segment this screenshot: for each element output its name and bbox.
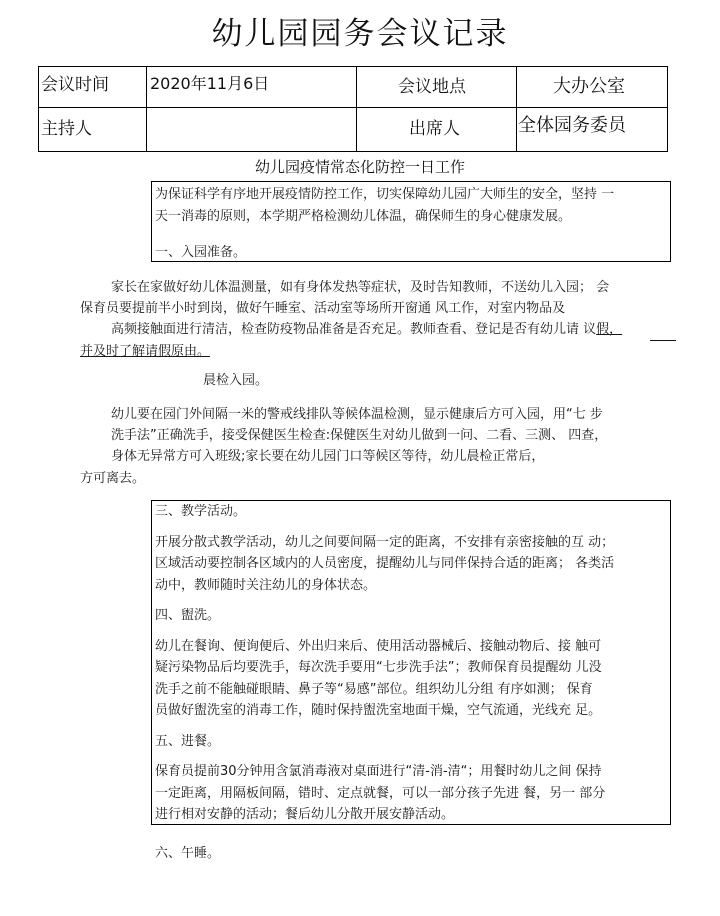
teaching-line: 动中，教师随时关注幼儿的身体状态。 <box>155 577 377 593</box>
morning-check-line: 幼儿要在园门外间隔一米的警戒线排队等候体温检测，显示健康后方可入园，用“七 步 <box>111 407 603 422</box>
table-row-divider <box>38 107 668 108</box>
washing-line: 疑污染物品后均要洗手，每次洗手要用“七步洗手法”；教师保育员提醒幼 儿没 <box>155 660 602 675</box>
intro-line: 天一消毒的原则，本学期严格检测幼儿体温，确保师生的身心健康发展。 <box>155 208 572 224</box>
teaching-line: 区域活动要控制各区域内的人员密度，提醒幼儿与同伴保持合适的距离； 各类活 <box>155 556 615 571</box>
teaching-line: 开展分散式教学活动，幼儿之间要间隔一定的距离，不安排有亲密接触的互 动； <box>155 534 615 550</box>
meeting-place-label: 会议地点 <box>398 77 466 97</box>
page-title: 幼儿园园务会议记录 <box>211 16 509 52</box>
meeting-time-value: 2020年11月6日 <box>150 74 270 93</box>
section-heading-meal: 五、进餐。 <box>155 733 221 749</box>
meeting-place-value: 大办公室 <box>553 76 625 97</box>
washing-line: 员做好盥洗室的消毒工作，随时保持盥洗室地面干燥，空气流通，光线充 足。 <box>155 703 602 718</box>
washing-line: 幼儿在餐询、便询便后、外出归来后、使用活动器械后、接触动物后、接 触可 <box>155 638 602 654</box>
section-title: 幼儿园疫情常态化防控一日工作 <box>254 158 465 176</box>
section-heading-arrival: 一、入园准备。 <box>155 245 247 260</box>
arrival-line-underlined: 假， <box>596 322 623 337</box>
section-heading-washing: 四、盥洗。 <box>155 608 221 623</box>
arrival-line: 保育员要提前半小时到岗，做好午睡室、活动室等场所开窗通 风工作，对室内物品及 <box>80 301 566 316</box>
washing-line: 洗手之前不能触碰眼睛、鼻子等“易感”部位。组织幼儿分组 有序如测； 保育 <box>155 681 593 697</box>
meal-line: 一定距离，用隔板间隔，错时、定点就餐，可以一部分孩子先进 餐，另一 部分 <box>155 785 606 801</box>
meal-line: 进行相对安静的活动；餐后幼儿分散开展安静活动。 <box>155 807 455 822</box>
arrival-line: 家长在家做好幼儿体温测量，如有身体发热等症状，及时告知教师，不送幼儿入园； 会 <box>111 280 610 295</box>
section-heading-teaching: 三、教学活动。 <box>155 504 247 519</box>
arrival-line-underlined: 并及时了解请假原由。 <box>80 344 211 359</box>
morning-check-line: 方可离去。 <box>80 471 146 486</box>
intro-line: 为保证科学有序地开展疫情防控工作，切实保障幼儿园广大师生的安全，坚持 一 <box>155 187 615 202</box>
underline-rule <box>650 340 676 341</box>
table-col-divider <box>146 66 147 152</box>
arrival-line-text: 高频接触面进行清洁，检查防疫物品准备是否充足。教师查看、登记是否有幼儿请 议 <box>111 322 597 337</box>
morning-check-heading: 晨检入园。 <box>203 373 269 388</box>
table-col-divider <box>516 66 517 152</box>
host-label: 主持人 <box>41 119 92 139</box>
morning-check-line: 洗手法”正确洗手，接受保健医生检查:保健医生对幼儿做到一问、二看、三测、 四查， <box>111 428 608 443</box>
attendees-value: 全体园务委员 <box>518 115 626 136</box>
morning-check-line: 身体无异常方可入班级;家长要在幼儿园门口等候区等待，幼儿晨检正常后， <box>111 449 545 464</box>
arrival-line <box>111 319 622 341</box>
attendees-label: 出席人 <box>409 119 460 139</box>
table-col-divider <box>356 66 357 152</box>
intro-text <box>155 184 670 264</box>
meeting-time-label: 会议时间 <box>41 75 109 95</box>
section-heading-nap: 六、午睡。 <box>155 846 221 861</box>
meal-line: 保育员提前30分钟用含氯消毒液对桌面进行“清-消-清“；用餐时幼儿之间 保持 <box>155 764 602 779</box>
sections-text <box>155 501 670 826</box>
